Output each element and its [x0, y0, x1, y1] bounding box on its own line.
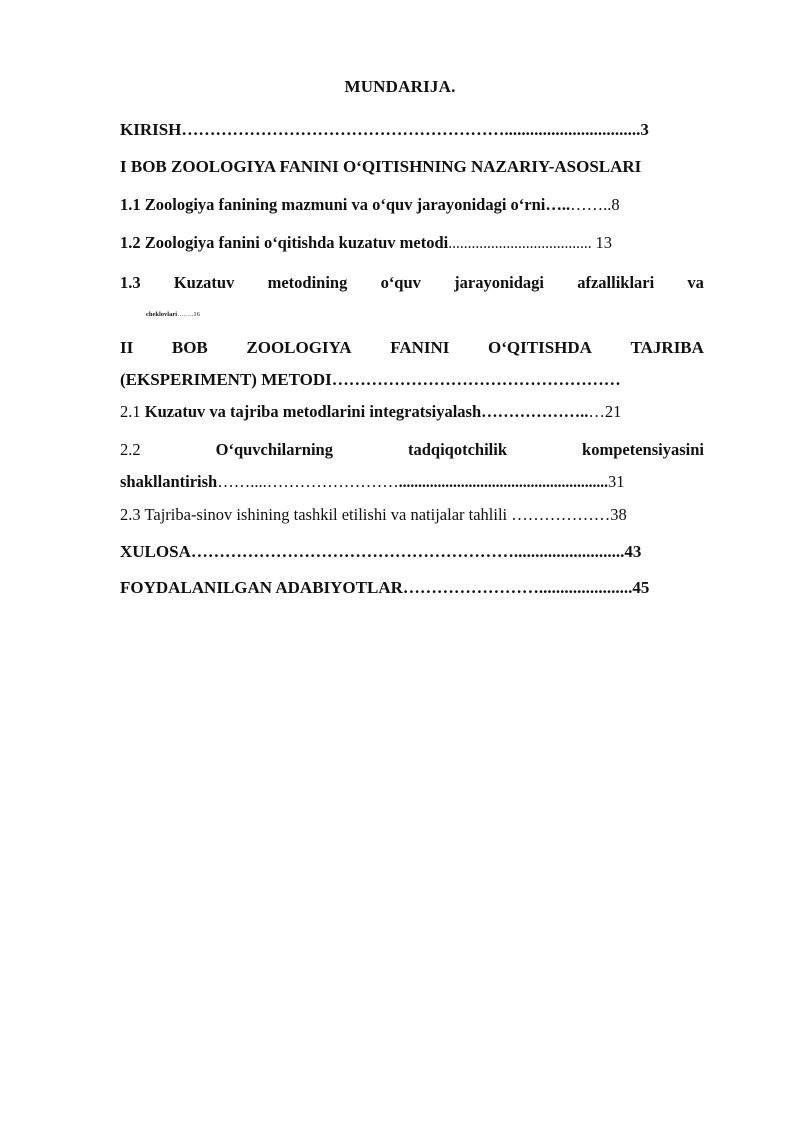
- toc-word: tadqiqotchilik: [408, 440, 508, 459]
- toc-label: 2.3 Tajriba-sinov ishining tashkil etilishi va natijalar tahlili: [120, 505, 508, 524]
- toc-dots: ………………: [507, 505, 611, 524]
- toc-dots: ……..: [570, 195, 612, 214]
- toc-page: 45: [632, 578, 650, 597]
- toc-word: O‘QITISHDA: [488, 338, 592, 357]
- toc-page: 21: [604, 402, 622, 421]
- toc-word: II: [120, 338, 134, 357]
- toc-label: XULOSA: [120, 542, 191, 561]
- toc-dots: .....................................: [448, 235, 596, 252]
- toc-word: Kuzatuv: [173, 273, 235, 292]
- toc-dots: …………………………………………………..........................: [190, 542, 625, 561]
- toc-page: 8: [611, 195, 620, 214]
- toc-dots: ……………………......................: [402, 578, 633, 597]
- toc-entry-2-3: [120, 505, 704, 525]
- toc-word: 1.3: [120, 273, 141, 292]
- toc-word: O‘quvchilarning: [215, 440, 333, 459]
- toc-label: shakllantirish: [120, 472, 218, 491]
- toc-word: va: [687, 273, 704, 292]
- toc-dots: ……………………………………………: [331, 370, 621, 389]
- toc-page: 31: [607, 472, 625, 491]
- toc-label: cheklovlari: [146, 311, 178, 318]
- toc-label: Kuzatuv va tajriba metodlarini integratsiyalash: [144, 402, 482, 421]
- toc-page: 16: [193, 311, 200, 318]
- toc-entry-kirish: [120, 120, 704, 140]
- toc-word: ZOOLOGIYA: [246, 338, 352, 357]
- toc-entry-1-3: [120, 273, 704, 293]
- toc-dots: …..: [545, 195, 571, 214]
- page-title: MUNDARIJA.: [344, 77, 456, 96]
- toc-number: 2.1: [120, 402, 145, 421]
- toc-page: 38: [610, 505, 627, 524]
- toc-dots: …: [588, 402, 605, 421]
- toc-label: KIRISH: [120, 120, 182, 139]
- toc-word: afzalliklari: [577, 273, 655, 292]
- toc-word: TAJRIBA: [630, 338, 704, 357]
- toc-entry-2-2-continued: [120, 472, 704, 493]
- toc-entry-adabiyotlar: [120, 578, 704, 598]
- toc-word: FANINI: [390, 338, 450, 357]
- toc-word: kompetensiyasini: [582, 440, 704, 459]
- toc-label: (EKSPERIMENT) METODI: [120, 370, 332, 389]
- toc-entry-2-2: [120, 440, 704, 460]
- toc-word: jarayonidagi: [454, 273, 544, 292]
- toc-label: 1.2 Zoologiya fanini o‘qitishda kuzatuv metodi: [120, 233, 449, 252]
- toc-label: 1.1 Zoologiya fanining mazmuni va o‘quv jarayonidagi o‘rni: [120, 195, 546, 214]
- toc-page: 43: [624, 542, 642, 561]
- toc-entry-chapter-1: [120, 157, 704, 177]
- toc-label: FOYDALANILGAN ADABIYOTLAR: [120, 578, 403, 597]
- toc-entry-1-3-continued: [120, 305, 730, 325]
- toc-entry-xulosa: [120, 542, 704, 562]
- toc-entry-1-1: [120, 195, 704, 215]
- toc-entry-2-1: [120, 402, 704, 422]
- toc-entry-chapter-2: [120, 338, 704, 358]
- toc-dots: ……....……………………: [217, 472, 399, 491]
- toc-dots: ......................................................: [398, 474, 608, 491]
- toc-dots: ……..: [177, 311, 194, 318]
- toc-dots: ………………..: [481, 402, 589, 421]
- toc-word: metodining: [267, 273, 348, 292]
- toc-entry-1-2: [120, 233, 704, 254]
- toc-label: I BOB ZOOLOGIYA FANINI O‘QITISHNING NAZARIY-ASOSLARI: [120, 157, 642, 176]
- toc-number: 2.2: [120, 440, 141, 459]
- toc-word: o‘quv: [380, 273, 421, 292]
- toc-entry-chapter-2-continued: [120, 370, 704, 390]
- toc-page: 3: [640, 120, 649, 139]
- toc-page: 13: [595, 233, 612, 252]
- toc-word: BOB: [171, 338, 208, 357]
- toc-dots: …………………………………………………................................: [181, 120, 641, 139]
